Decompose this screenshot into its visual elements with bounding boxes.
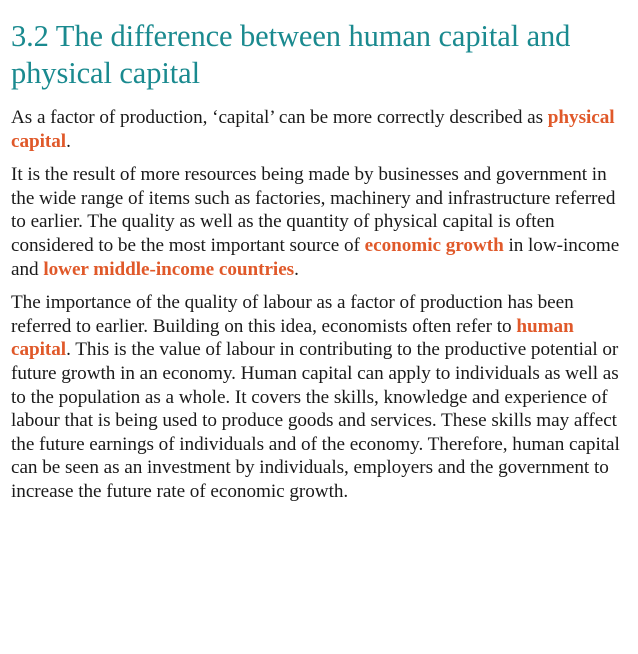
paragraph-2-text-1: It is the result of more resources being made by businesses and government in the wide range of items such as factories, machinery and infrastructure referred to earlier. The quality as well as the quantity of physical capital is often considered to be the most important source of <box>11 164 616 256</box>
paragraph-1 <box>11 106 627 153</box>
keyword-economic-growth: economic growth <box>364 234 504 256</box>
paragraph-2-text-3: . <box>294 258 299 280</box>
keyword-lower-middle-income-countries: lower middle-income countries <box>43 258 295 280</box>
paragraph-3-text-1: The importance of the quality of labour as a factor of production has been referred to earlier. Building on this idea, economists often refer to <box>11 292 574 337</box>
paragraph-2-text-2: in low-income and <box>11 234 620 280</box>
paragraph-2 <box>11 163 627 281</box>
paragraph-3 <box>11 291 627 503</box>
document-page <box>11 18 627 514</box>
paragraph-3-text-2: . This is the value of labour in contributing to the productive potential or future growth in an economy. Human capital can apply to individuals as well as to the population as a whole. It covers the skills, knowledge and experience of labour that is being used to produce goods and services. These skills may affect the future earnings of individuals and of the economy. Therefore, human capital can be seen as an investment by individuals, employers and the government to increase the future rate of economic growth. <box>11 339 620 502</box>
paragraph-1-text-1: As a factor of production, ‘capital’ can be more correctly described as <box>11 107 548 128</box>
paragraph-1-text-2: . <box>66 130 71 152</box>
section-heading: 3.2 The difference between human capital and physical capital <box>11 19 571 90</box>
keyword-physical-capital: physical capital <box>11 107 615 152</box>
keyword-human-capital: human capital <box>11 315 574 361</box>
